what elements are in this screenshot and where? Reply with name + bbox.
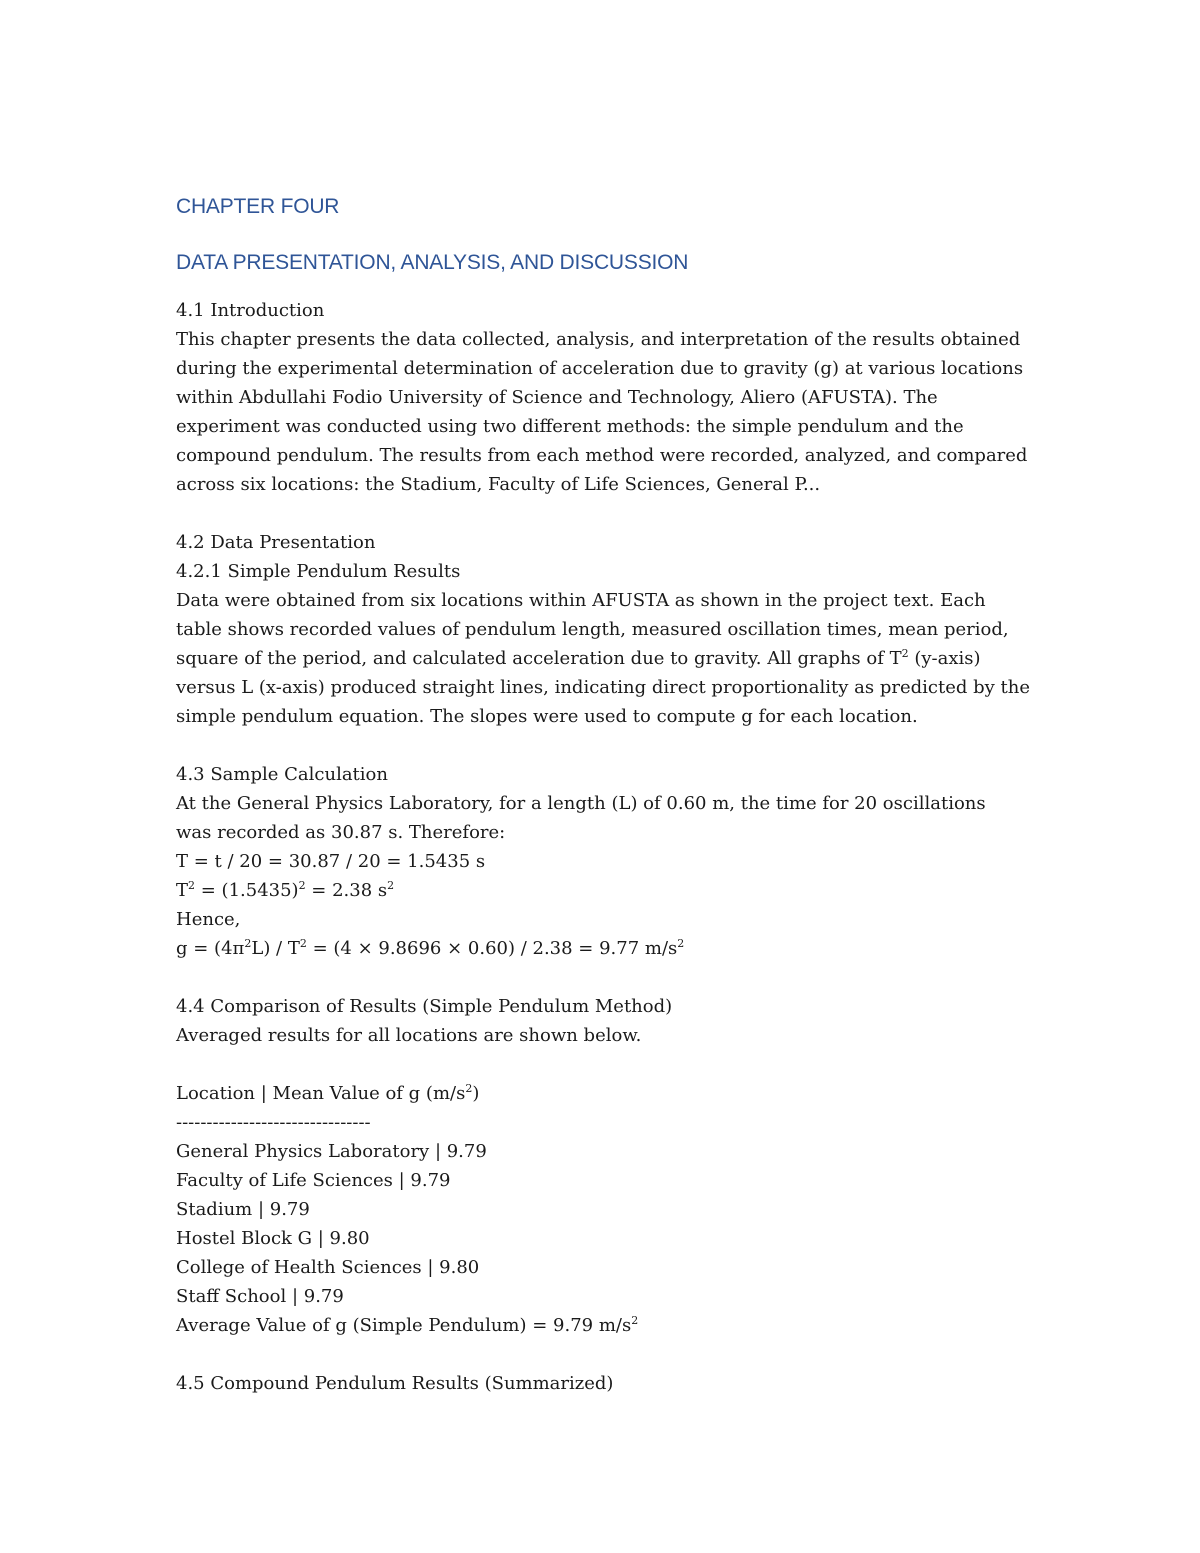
table-row: Staff School | 9.79 — [176, 1286, 344, 1307]
section-heading-introduction: 4.1 Introduction — [176, 300, 325, 321]
results-table — [176, 1079, 1036, 1340]
results-table-header: Location | Mean Value of g $(m/s^2)$ — [176, 1082, 480, 1104]
equation-period-squared: $T^2 = (1.5435)^2 = 2.38$ $s^2$ — [176, 879, 395, 901]
equation-gravity: $g = (4\pi^2L) / T^2 = (4 \times 9.8696 \times 0.60) / 2.38 = 9.77$ $m/s^2$ — [176, 937, 685, 959]
subsection-heading-simple-pendulum: 4.2.1 Simple Pendulum Results — [176, 561, 461, 582]
section-heading-data-presentation: 4.2 Data Presentation — [176, 532, 376, 553]
table-row: Hostel Block G | 9.80 — [176, 1228, 370, 1249]
table-row: Faculty of Life Sciences | 9.79 — [176, 1170, 451, 1191]
introduction-paragraph: This chapter presents the data collected, analysis, and interpretation of the results obtained during the experimental determination of acceleration due to gravity (g) at various locations within Abdullahi Fodio University of Science and Technology, Aliero (AFUSTA). The experiment was conducted using two different methods: the simple pendulum and the compound pendulum. The results from each method were recorded, analyzed, and compared across six locations: the Stadium, Faculty of Life Sciences, General P... — [176, 329, 1028, 495]
section-heading-sample-calculation: 4.3 Sample Calculation — [176, 764, 388, 785]
section-heading-comparison: 4.4 Comparison of Results (Simple Pendulum Method) — [176, 996, 673, 1017]
section-data-presentation — [176, 528, 1036, 731]
sample-calculation-text-1: At the General Physics Laboratory, for a length (L) of 0.60 m, the time for 20 oscillations — [176, 793, 986, 814]
section-sample-calculation — [176, 760, 1036, 963]
results-average: Average Value of g (Simple Pendulum) = 9.79 $m/s^2$ — [176, 1314, 639, 1336]
section-compound-pendulum — [176, 1369, 1036, 1398]
section-heading-compound-pendulum: 4.5 Compound Pendulum Results (Summarized) — [176, 1373, 614, 1394]
table-row: College of Health Sciences | 9.80 — [176, 1257, 480, 1278]
hence-text: Hence, — [176, 909, 241, 930]
data-presentation-paragraph: Data were obtained from six locations within AFUSTA as shown in the project text. Each table shows recorded values of pendulum length, measured oscillation times, mean period, square of the period, and calculated acceleration due to gravity. All graphs of $T^2$ (y-axis) versus L (x-axis) produced straight lines, indicating direct proportionality as predicted by the simple pendulum equation. The slopes were used to compute g for each location. — [176, 590, 1030, 727]
document-page — [176, 192, 1036, 1427]
equation-period: T = t / 20 = 30.87 / 20 = 1.5435 s — [176, 851, 486, 872]
table-row: Stadium | 9.79 — [176, 1199, 310, 1220]
chapter-title: DATA PRESENTATION, ANALYSIS, AND DISCUSSION — [176, 251, 689, 274]
table-row: General Physics Laboratory | 9.79 — [176, 1141, 487, 1162]
sample-calculation-text-2: was recorded as 30.87 s. Therefore: — [176, 822, 506, 843]
section-comparison — [176, 992, 1036, 1050]
chapter-heading: CHAPTER FOUR — [176, 195, 340, 218]
comparison-text: Averaged results for all locations are shown below. — [176, 1025, 642, 1046]
results-table-divider: -------------------------------- — [176, 1112, 371, 1133]
section-introduction — [176, 296, 1036, 499]
